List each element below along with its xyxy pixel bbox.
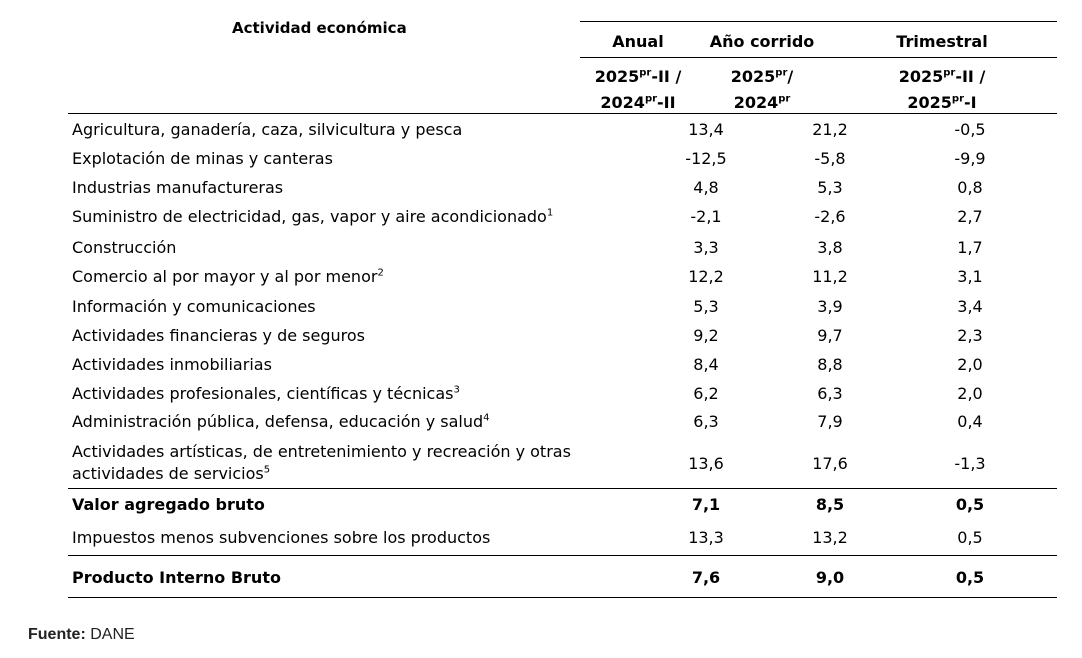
subheader-anual-line1: $2025^{pr}-II$ / — [594, 67, 682, 86]
row-label: Valor agregado bruto — [72, 495, 265, 514]
value-anual: 7,6 — [691, 568, 721, 587]
value-ano-corrido: 17,6 — [812, 454, 848, 473]
header-top-rule — [580, 21, 1057, 22]
value-trimestral: 2,7 — [957, 207, 983, 226]
row-label-line2: actividades de servicios$^5$ — [72, 464, 271, 483]
value-trimestral: 3,4 — [957, 297, 983, 316]
column-header-ano-corrido: Año corrido — [709, 32, 815, 51]
value-anual: 7,1 — [691, 495, 721, 514]
row-label — [72, 441, 571, 485]
value-ano-corrido: 9,0 — [815, 568, 845, 587]
vab-top-rule — [68, 488, 1057, 489]
source-note — [28, 626, 135, 644]
value-anual: 13,6 — [688, 454, 724, 473]
value-ano-corrido: 13,2 — [812, 528, 848, 547]
value-trimestral: 0,5 — [955, 495, 985, 514]
value-ano-corrido: -2,6 — [814, 207, 846, 226]
value-ano-corrido: 11,2 — [812, 267, 848, 286]
value-trimestral: 1,7 — [957, 238, 983, 257]
row-label: Suministro de electricidad, gas, vapor y aire acondicionado$^1$ — [72, 207, 554, 226]
row-label: Actividades inmobiliarias — [72, 355, 272, 374]
row-label: Administración pública, defensa, educación y salud$^4$ — [72, 412, 490, 431]
table-bottom-rule — [68, 597, 1057, 598]
value-ano-corrido: 21,2 — [812, 120, 848, 139]
table-row-artisticas — [68, 441, 1058, 485]
value-ano-corrido: 8,8 — [817, 355, 843, 374]
source-label: Fuente: — [28, 626, 86, 643]
row-label: Actividades profesionales, científicas y técnicas$^3$ — [72, 384, 460, 403]
value-anual: 9,2 — [693, 326, 719, 345]
value-anual: 13,3 — [688, 528, 724, 547]
value-ano-corrido: 6,3 — [817, 384, 843, 403]
value-ano-corrido: 8,5 — [815, 495, 845, 514]
header-bottom-rule — [68, 113, 1057, 114]
value-ano-corrido: -5,8 — [814, 149, 846, 168]
subheader-ano-corrido — [700, 64, 824, 116]
pib-top-rule — [68, 555, 1057, 556]
subheader-trimestral — [862, 64, 1022, 116]
row-label: Industrias manufactureras — [72, 178, 284, 197]
value-trimestral: 0,4 — [957, 412, 983, 431]
value-trimestral: 2,3 — [957, 326, 983, 345]
row-label: Producto Interno Bruto — [72, 568, 281, 587]
value-trimestral: 2,0 — [957, 384, 983, 403]
value-trimestral: 2,0 — [957, 355, 983, 374]
value-ano-corrido: 5,3 — [817, 178, 843, 197]
value-anual: 8,4 — [693, 355, 719, 374]
row-label-line1: Actividades artísticas, de entretenimiento y recreación y otras — [72, 442, 571, 461]
subheader-anual — [578, 64, 698, 116]
subheader-ac-line1: $2025^{pr}/$ — [730, 67, 794, 86]
value-trimestral: 0,8 — [957, 178, 983, 197]
value-anual: 12,2 — [688, 267, 724, 286]
value-trimestral: -0,5 — [954, 120, 986, 139]
header-mid-rule — [580, 57, 1057, 58]
value-ano-corrido: 7,9 — [817, 412, 843, 431]
subheader-tri-line1: $2025^{pr}-II$ / — [898, 67, 986, 86]
row-label: Información y comunicaciones — [72, 297, 316, 316]
value-ano-corrido: 3,9 — [817, 297, 843, 316]
column-header-trimestral: Trimestral — [896, 32, 988, 51]
row-label: Explotación de minas y canteras — [72, 149, 333, 168]
value-anual: 4,8 — [693, 178, 719, 197]
value-trimestral: -9,9 — [954, 149, 986, 168]
value-anual: 13,4 — [688, 120, 724, 139]
row-label: Construcción — [72, 238, 177, 257]
value-anual: 5,3 — [693, 297, 719, 316]
value-trimestral: 3,1 — [957, 267, 983, 286]
value-anual: 6,2 — [693, 384, 719, 403]
column-header-activity: Actividad económica — [232, 19, 407, 37]
value-trimestral: -1,3 — [954, 454, 986, 473]
value-anual: 3,3 — [693, 238, 719, 257]
value-ano-corrido: 3,8 — [817, 238, 843, 257]
value-ano-corrido: 9,7 — [817, 326, 843, 345]
value-anual: -2,1 — [690, 207, 722, 226]
source-value: DANE — [90, 626, 135, 643]
row-label: Comercio al por mayor y al por menor$^2$ — [72, 267, 384, 286]
value-anual: -12,5 — [685, 149, 727, 168]
row-label: Agricultura, ganadería, caza, silvicultura y pesca — [72, 120, 463, 139]
subheader-ac-line2: $2024^{pr}$ — [733, 93, 791, 112]
value-anual: 6,3 — [693, 412, 719, 431]
column-header-anual: Anual — [612, 32, 664, 51]
subheader-tri-line2: $2025^{pr}-I$ — [907, 93, 977, 112]
subheader-anual-line2: $2024^{pr}-II$ — [600, 93, 676, 112]
row-label: Actividades financieras y de seguros — [72, 326, 365, 345]
value-trimestral: 0,5 — [957, 528, 983, 547]
value-trimestral: 0,5 — [955, 568, 985, 587]
row-label: Impuestos menos subvenciones sobre los productos — [72, 528, 491, 547]
